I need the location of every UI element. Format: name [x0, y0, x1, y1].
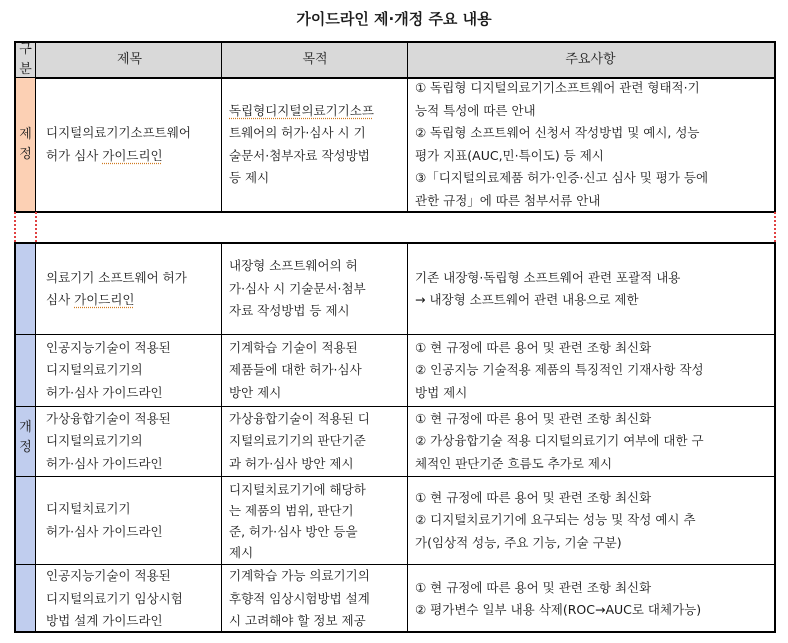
purpose-line: 기계학습 기술이 적용된: [229, 339, 358, 355]
purpose-line: 시 고려해야 할 정보 제공: [229, 613, 366, 629]
purpose-line: 술문서·첨부자료 작성방법: [229, 147, 370, 163]
title-line: 디지털의료기기의: [46, 362, 143, 378]
details-line: ① 현 규정에 따른 용어 및 관련 조항 최신화: [415, 489, 652, 505]
purpose-line: 과 허가·심사 방안 제시: [229, 455, 354, 471]
revision-section: [14, 242, 776, 633]
table-row: [14, 407, 776, 477]
row-title: [35, 565, 221, 633]
details-line: 체적인 판단기준 흐름도 추가로 제시: [415, 455, 613, 471]
header-category-char: 분: [19, 62, 32, 77]
details-line: 관한 규정」에 따른 첨부서류 안내: [415, 192, 601, 208]
purpose-line: 디지털치료기기에 해당하: [229, 481, 366, 497]
details-line: ① 현 규정에 따른 용어 및 관련 조항 최신화: [415, 339, 652, 355]
header-category-char: 구: [19, 42, 32, 57]
purpose-line: 후향적 임상시험방법 설계: [229, 590, 370, 606]
category-enactment: [14, 78, 35, 211]
table-row: [14, 335, 776, 407]
document-title: 가이드라인 제·개정 주요 내용: [296, 10, 492, 28]
purpose-line: 지털의료기기의 판단기준: [229, 433, 366, 449]
row-title: [35, 407, 221, 476]
spell-underlined-word: 가이드리인: [102, 147, 163, 163]
row-purpose: [221, 477, 407, 564]
title-line: 디지털의료기기 임상시험: [46, 590, 183, 606]
row-details: [407, 407, 776, 476]
title-line: 허가·심사 가이드라인: [46, 384, 163, 400]
row-purpose: [221, 335, 407, 406]
title-line: 방법 설계 가이드라인: [46, 613, 163, 629]
details-line: 평가 지표(AUC,민·특이도) 등 제시: [415, 147, 604, 163]
row-title: [35, 477, 221, 564]
details-line: ① 현 규정에 따른 용어 및 관련 조항 최신화: [415, 410, 652, 426]
title-line: 심사 가이드리인: [46, 292, 135, 307]
header-purpose: 목적: [221, 43, 407, 77]
details-line: 능적 특성에 따른 안내: [415, 102, 536, 118]
title-line: 디지털의료기기소프트웨어: [46, 125, 191, 140]
page-break-gap: [14, 212, 776, 242]
row-title: [35, 335, 221, 406]
row-purpose: [221, 407, 407, 476]
details-line: ② 평가변수 일부 내용 삭제(ROC→AUC로 대체가능): [415, 602, 702, 617]
table-row: [14, 565, 776, 633]
title-line: 인공지능기술이 적용된: [46, 339, 171, 355]
purpose-line: 방안 제시: [229, 384, 282, 400]
purpose-line: 기계학습 가능 의료기기의: [229, 568, 370, 584]
category-char: 개: [19, 419, 32, 435]
row-purpose: [221, 565, 407, 633]
details-line: → 내장형 소프트웨어 관련 내용으로 제한: [415, 292, 639, 307]
header-title: 제목: [35, 43, 221, 77]
title-line: 디지털의료기기의: [46, 433, 143, 449]
purpose-line: 트웨어의 허가·심사 시 기: [229, 125, 366, 140]
row-details: [407, 477, 776, 564]
purpose-line: 독립형디지털의료기기소프: [229, 102, 374, 118]
row-details: [407, 335, 776, 406]
purpose-line: 제품들에 대한 허가·심사: [229, 362, 362, 378]
details-line: ② 가상융합기술 적용 디지털의료기기 여부에 대한 구: [415, 433, 704, 449]
title-line: 인공지능기술이 적용된: [46, 568, 171, 584]
purpose-line: 가상융합기술이 적용된 디: [229, 410, 370, 426]
row-purpose: [221, 244, 407, 334]
table-row: [14, 477, 776, 565]
details-line: 기존 내장형·독립형 소프트웨어 관련 포괄적 내용: [415, 269, 681, 285]
purpose-line: 준, 허가·심사 방안 등을: [229, 523, 358, 539]
spell-underlined-word: 가이드리인: [74, 292, 135, 307]
details-line: ③「디지털의료제품 허가·인증·신고 심사 및 평가 등에: [415, 170, 709, 185]
details-line: ① 독립형 디지털의료기기소프트웨어 관련 형태적·기: [415, 80, 700, 95]
purpose-line: 제시: [229, 544, 254, 560]
purpose-line: 등 제시: [229, 170, 270, 185]
row-details: [407, 244, 776, 334]
header-details: 주요사항: [407, 43, 776, 77]
category-char: 정: [19, 146, 32, 162]
details-line: 방법 제시: [415, 384, 468, 400]
purpose-line: 내장형 소프트웨어의 허: [229, 258, 358, 274]
title-line: 의료기기 소프트웨어 허가: [46, 269, 187, 285]
page-break-divider: [35, 212, 37, 242]
purpose-line: 자료 작성방법 등 제시: [229, 303, 350, 319]
title-line: 허가·심사 가이드라인: [46, 523, 163, 539]
purpose-line: 가·심사 시 기술문서·첨부: [229, 280, 366, 296]
row-purpose: [221, 78, 407, 211]
details-line: 가(임상적 성능, 주요 기능, 기술 구분): [415, 534, 622, 550]
row-title: [35, 244, 221, 334]
title-line: 디지털치료기기: [46, 501, 131, 516]
details-line: ② 인공지능 기술적용 제품의 특징적인 기재사항 작성: [415, 362, 704, 378]
table-row: [14, 244, 776, 335]
category-char: 정: [19, 439, 32, 455]
table-row-enactment: [14, 78, 776, 213]
row-title: [35, 78, 221, 211]
title-line: 가상융합기술이 적용된: [46, 410, 171, 426]
details-line: ② 디지털치료기기에 요구되는 성능 및 작성 예시 추: [415, 512, 696, 528]
table-header-row: [14, 41, 776, 79]
header-category: [14, 43, 35, 77]
row-details: [407, 565, 776, 633]
row-details: [407, 78, 776, 211]
title-line: 허가 심사 가이드리인: [46, 147, 163, 163]
purpose-line: 는 제품의 범위, 판단기: [229, 502, 354, 518]
category-char: 제: [19, 126, 32, 142]
title-line: 허가·심사 가이드라인: [46, 455, 163, 471]
details-line: ② 독립형 소프트웨어 신청서 작성방법 및 예시, 성능: [415, 125, 700, 140]
details-line: ① 현 규정에 따른 용어 및 관련 조항 최신화: [415, 579, 652, 595]
